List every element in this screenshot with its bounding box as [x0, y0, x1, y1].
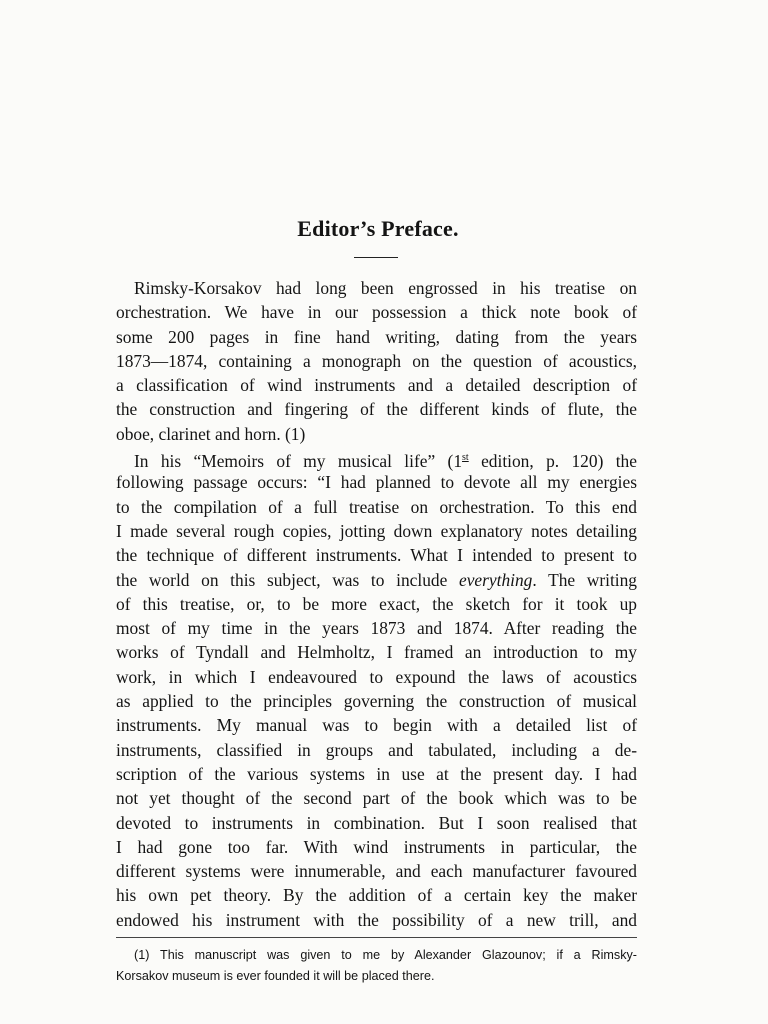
paragraph2-line: works of Tyndall and Helmholtz, I framed an introduction to my [116, 642, 637, 663]
paragraph1-line: oboe, clarinet and horn. (1) [116, 423, 306, 444]
paragraph2-line: as applied to the principles governing the construction of musical [116, 691, 637, 712]
paragraph2-line: of this treatise, or, to be more exact, the sketch for it took up [116, 593, 637, 614]
footnote [116, 945, 637, 986]
paragraph1-line: orchestration. We have in our possession a thick note book of [116, 302, 637, 323]
paragraph1-line: some 200 pages in fine hand writing, dating from the years [116, 326, 637, 347]
footnote-rule [116, 937, 637, 938]
line-text: edition, p. 120) the [468, 451, 637, 472]
line-text: . The writing [532, 569, 637, 590]
paragraph2-line: the technique of different instruments. What I intended to present to [116, 545, 637, 566]
paragraph2-line: to the compilation of a full treatise on orchestration. To this end [116, 496, 637, 517]
paragraph2-line: devoted to instruments in combination. But I soon realised that [116, 812, 637, 833]
paragraph2-line: work, in which I endeavoured to expound the laws of acoustics [116, 666, 637, 687]
paragraph1-line: Rimsky-Korsakov had long been engrossed in his treatise on [134, 278, 637, 298]
footnote-line: Korsakov museum is ever founded it will be placed there. [116, 968, 435, 983]
superscript-st: st [462, 452, 469, 464]
paragraph2-line [116, 568, 637, 592]
paragraph2-line: I had gone too far. With wind instruments in particular, the [116, 836, 637, 857]
paragraph2-line [116, 446, 637, 470]
paragraph2-line: instruments. My manual was to begin with a detailed list of [116, 715, 637, 736]
footnote-line: (1) This manuscript was given to me by Alexander Glazounov; if a Rimsky- [134, 948, 637, 962]
line-text: In his “Memoirs of my musical life” (1 [134, 451, 463, 472]
paragraph2-line: I made several rough copies, jotting down explanatory notes detailing [116, 520, 637, 541]
paragraph2-line: following passage occurs: “I had planned to devote all my energies [116, 472, 637, 493]
paragraph2-line: endowed his instrument with the possibility of a new trill, and [116, 909, 637, 930]
paragraph2-line: his own pet theory. By the addition of a certain key the maker [116, 885, 637, 906]
paragraph2-line: different systems were innumerable, and each manufacturer favoured [116, 861, 637, 882]
italic-word: everything [458, 569, 533, 590]
title-rule [354, 257, 398, 258]
paragraph2-line: most of my time in the years 1873 and 1874. After reading the [116, 618, 637, 639]
paragraph2-line: scription of the various systems in use at the present day. I had [116, 763, 637, 784]
paragraph2-line: instruments, classified in groups and tabulated, including a de- [116, 739, 637, 760]
paragraph2-line: not yet thought of the second part of the book which was to be [116, 788, 637, 809]
paragraph1-line: 1873—1874, containing a monograph on the question of acoustics, [116, 350, 637, 371]
paragraph1-line: the construction and fingering of the different kinds of flute, the [116, 399, 637, 420]
paragraph1-line: a classification of wind instruments and a detailed description of [116, 375, 637, 396]
line-text: the world on this subject, was to include [116, 569, 459, 590]
preface-body [116, 276, 637, 932]
page-title: Editor’s Preface. [297, 216, 459, 241]
